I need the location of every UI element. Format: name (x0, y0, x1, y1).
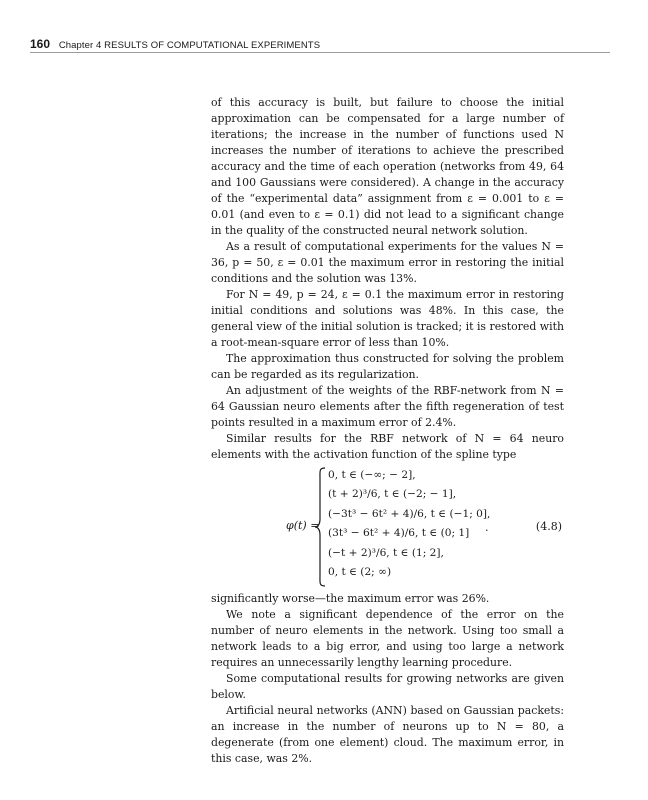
body-text (211, 95, 564, 767)
equation-case: (t + 2)³/6, t ∈ (−2; − 1], (328, 488, 457, 501)
header-rule (30, 52, 610, 53)
paragraph-network-size: We note a significant dependence of the error on the number of neuro elements in the network. Using too small a network leads to a big error, and using too large a network requires an unnecessarily lengthy learning procedure. (211, 608, 564, 669)
page-number: 160 (30, 37, 51, 51)
paragraph-growing-networks: Some computational results for growing networks are given below. (211, 672, 564, 701)
paragraph-spline-intro: Similar results for the RBF network of N = 64 neuro elements with the activation function of the spline type (211, 432, 564, 461)
equation-4-8 (211, 466, 564, 588)
equation-lhs: φ(t) = (286, 519, 320, 532)
equation-case: (−3t³ − 6t² + 4)/6, t ∈ (−1; 0], (328, 507, 491, 520)
chapter-title: Chapter 4 RESULTS OF COMPUTATIONAL EXPERIMENTS (58, 40, 321, 51)
equation-case: 0, t ∈ (−∞; − 2], (328, 469, 416, 481)
paragraph-continuation: of this accuracy is built, but failure to choose the initial approximation can be compensated for a large number of iterations; the increase in the number of functions used N increases the number of iterations to achieve the prescribed accuracy and the time of each operation (networks from 49, 64 and 100 Gaussians were considered). A change in the accuracy of the “experimental data” assignment from ε = 0.001 to ε = 0.01 (and even to ε = 0.1) did not lead to a significant change in the quality of the constructed neural network solution. (211, 96, 564, 237)
paragraph-results-n49: For N = 49, p = 24, ε = 0.1 the maximum error in restoring initial conditions and solutions was 48%. In this case, the general view of the initial solution is tracked; it is restored with a root-mean-square error of less than 10%. (211, 288, 564, 349)
equation-case: (−t + 2)³/6, t ∈ (1; 2], (328, 546, 444, 559)
equation-number: (4.8) (535, 520, 562, 533)
paragraph-regularization: The approximation thus constructed for solving the problem can be regarded as its regularization. (211, 352, 564, 381)
equation-case: (3t³ − 6t² + 4)/6, t ∈ (0; 1] (328, 527, 470, 540)
equation-trailing-dot: . (485, 521, 489, 534)
paragraph-results-n36: As a result of computational experiments for the values N = 36, p = 50, ε = 0.01 the maximum error in restoring the initial conditions and the solution was 13%. (211, 240, 564, 285)
paragraph-ann-gaussian: Artificial neural networks (ANN) based on Gaussian packets: an increase in the number of neurons up to N = 80, a degenerate (from one element) cloud. The maximum error, in this case, was 2%. (211, 704, 564, 765)
equation-cases (328, 466, 490, 582)
paragraph-spline-result: significantly worse—the maximum error was 26%. (211, 592, 490, 605)
left-brace-icon (314, 467, 326, 587)
paragraph-rbf-adjustment: An adjustment of the weights of the RBF-network from N = 64 Gaussian neuro elements after the fifth regeneration of test points resulted in a maximum error of 2.4%. (211, 384, 564, 429)
running-head (30, 37, 610, 51)
equation-case: 0, t ∈ (2; ∞) (328, 566, 392, 579)
